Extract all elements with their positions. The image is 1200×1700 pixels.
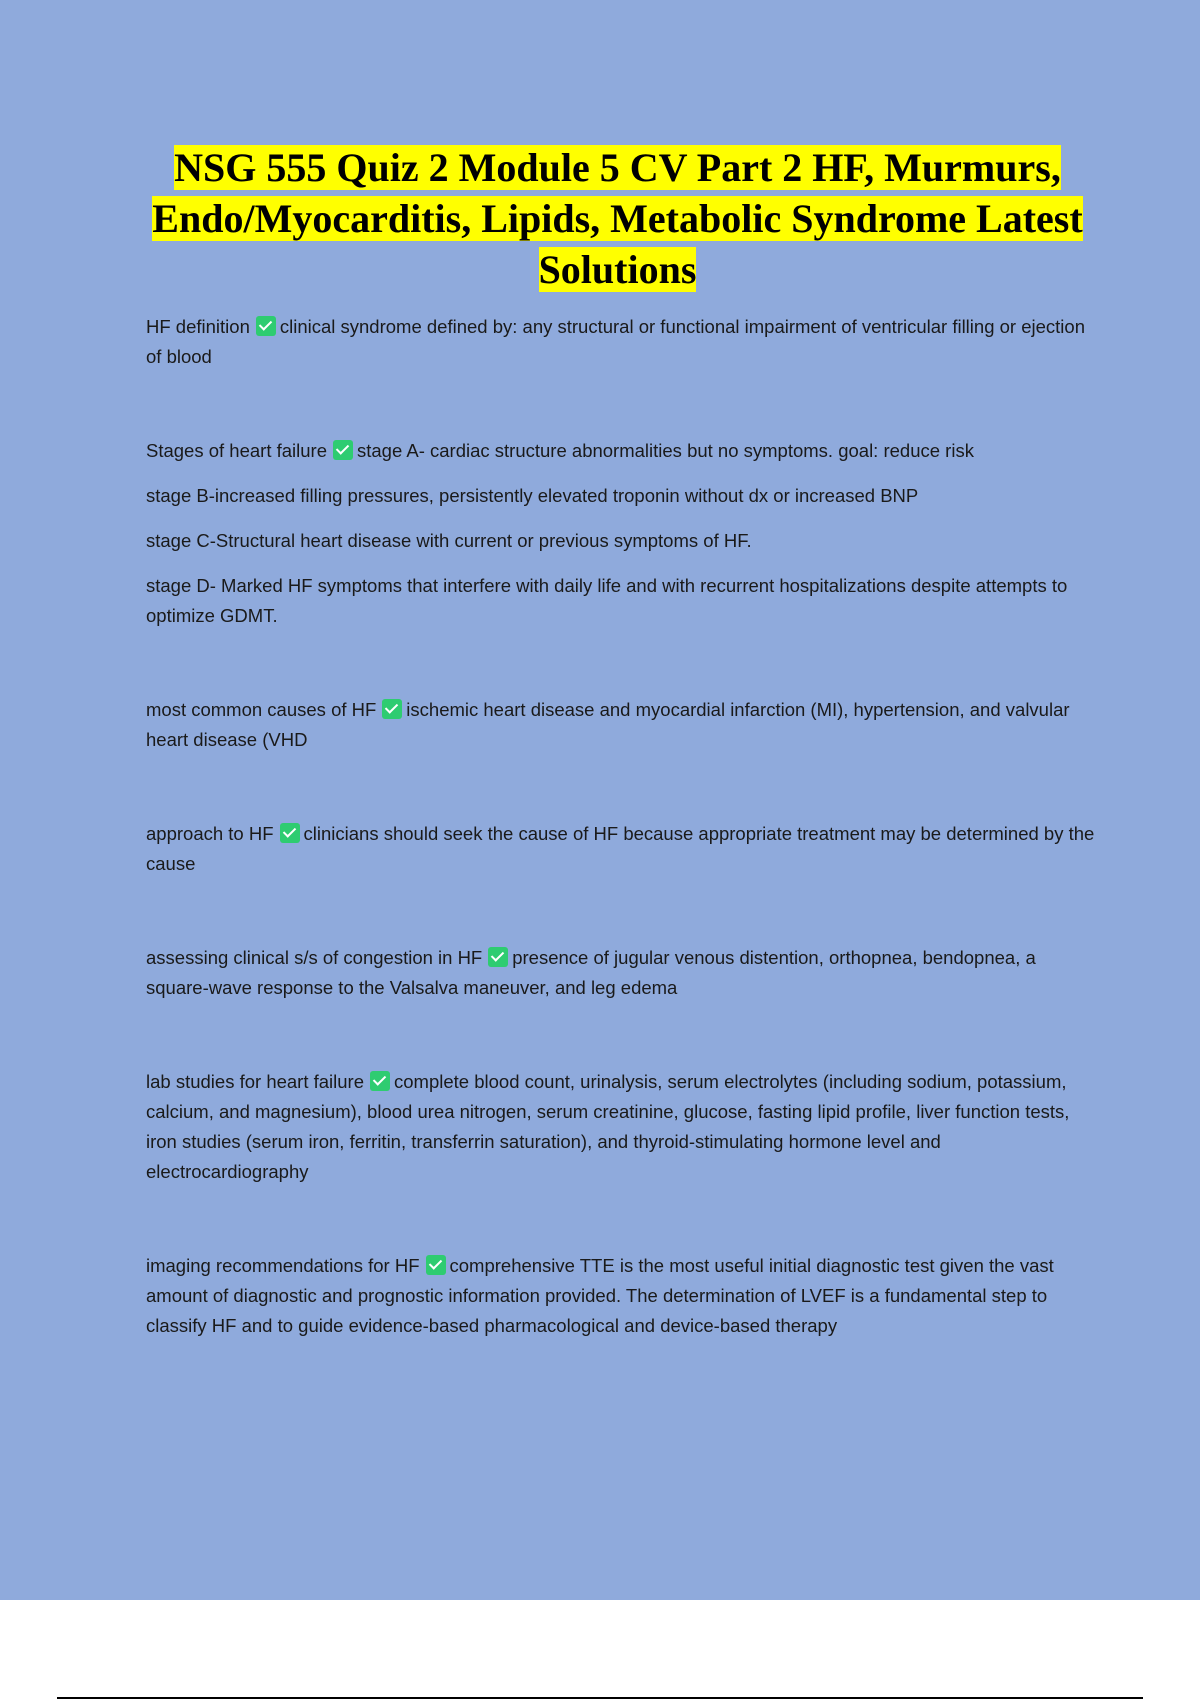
answer: clinical syndrome defined by: any structural or functional impairment of ventricular filling or ejection of blood	[146, 316, 1085, 367]
term: most common causes of HF	[146, 699, 377, 720]
answer: clinicians should seek the cause of HF because appropriate treatment may be determined by the cause	[146, 823, 1095, 874]
check-mark-icon	[488, 947, 508, 967]
qa-item-stages	[146, 436, 1096, 631]
qa-text	[146, 695, 1096, 755]
check-mark-icon	[370, 1071, 390, 1091]
answer: ischemic heart disease and myocardial infarction (MI), hypertension, and valvular heart disease (VHD	[146, 699, 1070, 750]
answer: complete blood count, urinalysis, serum electrolytes (including sodium, potassium, calcium, and magnesium), blood urea nitrogen, serum creatinine, glucose, fasting lipid profile, liver function tests, iron studies (serum iron, ferritin, transferrin saturation), and thyroid-stimulating hormone level and electrocardiography	[146, 1071, 1070, 1182]
term: imaging recommendations for HF	[146, 1255, 420, 1276]
qa-text	[146, 943, 1096, 1003]
answer: stage A- cardiac structure abnormalities but no symptoms. goal: reduce risk	[357, 440, 974, 461]
term: approach to HF	[146, 823, 274, 844]
stage-c: stage C-Structural heart disease with current or previous symptoms of HF.	[146, 530, 752, 551]
term: assessing clinical s/s of congestion in HF	[146, 947, 483, 968]
qa-list	[146, 312, 1096, 1341]
stage-b: stage B-increased filling pressures, persistently elevated troponin without dx or increased BNP	[146, 485, 919, 506]
check-mark-icon	[256, 316, 276, 336]
term: Stages of heart failure	[146, 440, 327, 461]
check-mark-icon	[280, 823, 300, 843]
document-title	[130, 142, 1105, 295]
qa-item-causes	[146, 695, 1096, 755]
qa-item-labs	[146, 1067, 1096, 1187]
title-line-1: NSG 555 Quiz 2 Module 5 CV Part 2 HF, Murmurs,	[174, 145, 1061, 190]
term: lab studies for heart failure	[146, 1071, 365, 1092]
qa-text	[146, 1067, 1096, 1187]
answer: presence of jugular venous distention, orthopnea, bendopnea, a square-wave response to the Valsalva maneuver, and leg edema	[146, 947, 1036, 998]
check-mark-icon	[333, 440, 353, 460]
qa-item-imaging	[146, 1251, 1096, 1341]
term: HF definition	[146, 316, 250, 337]
qa-item-hf-definition	[146, 312, 1096, 372]
qa-text	[146, 436, 1096, 466]
title-line-2: Endo/Myocarditis, Lipids, Metabolic Syndrome Latest	[152, 196, 1083, 241]
qa-text	[146, 312, 1096, 372]
check-mark-icon	[426, 1255, 446, 1275]
title-line-3: Solutions	[538, 247, 697, 292]
qa-item-congestion	[146, 943, 1096, 1003]
check-mark-icon	[382, 699, 402, 719]
qa-text	[146, 819, 1096, 879]
footer-divider	[57, 1697, 1143, 1699]
stage-d: stage D- Marked HF symptoms that interfere with daily life and with recurrent hospitalizations despite attempts to optimize GDMT.	[146, 575, 1068, 626]
answer: comprehensive TTE is the most useful initial diagnostic test given the vast amount of diagnostic and prognostic information provided. The determination of LVEF is a fundamental step to classify HF and to guide evidence-based pharmacological and device-based therapy	[146, 1255, 1054, 1336]
qa-item-approach	[146, 819, 1096, 879]
qa-text	[146, 1251, 1096, 1341]
